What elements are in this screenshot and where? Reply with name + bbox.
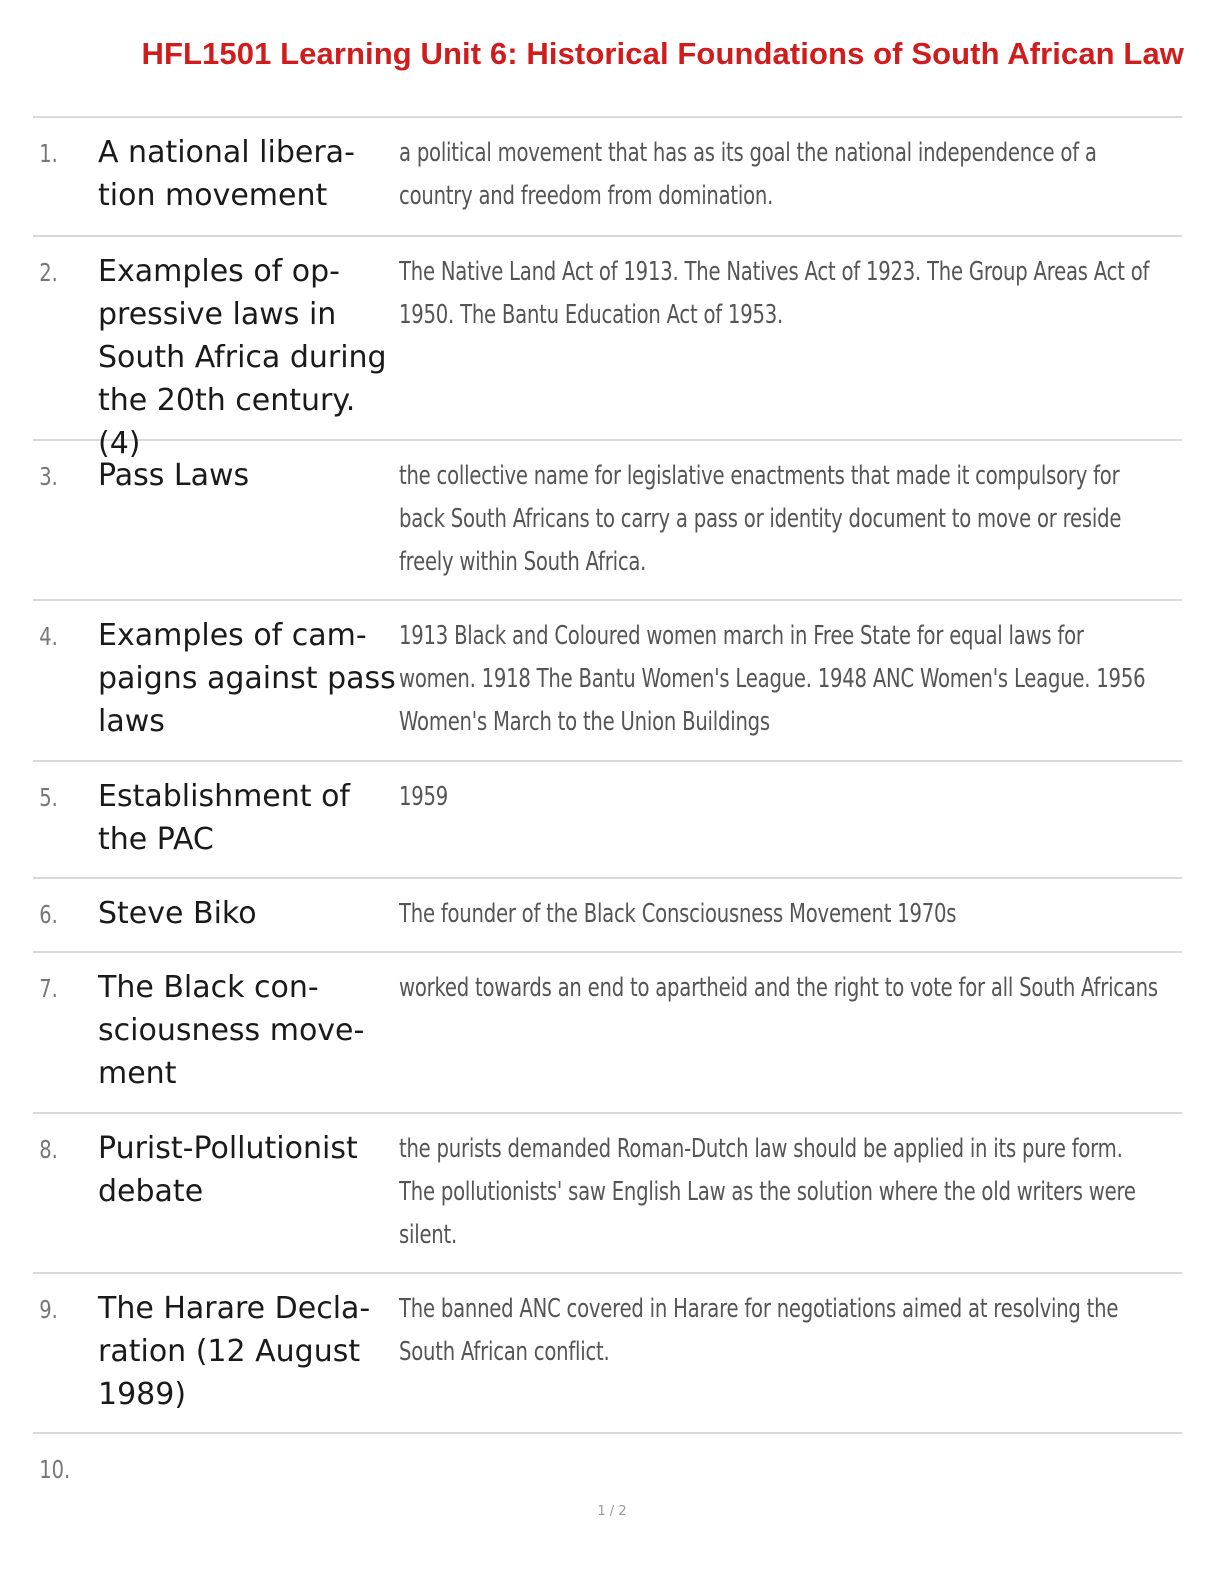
flashcard-table	[33, 116, 1182, 1504]
row-term: Examples of cam- paigns against pass laws	[98, 618, 396, 739]
row-definition: The banned ANC covered in Harare for negotiations aimed at resolving the South African conflict.	[399, 1294, 1119, 1367]
page-indicator: 1 / 2	[597, 1504, 627, 1519]
row-definition: worked towards an end to apartheid and the right to vote for all South Africans	[399, 973, 1158, 1003]
table-row	[33, 762, 1182, 879]
row-term: Pass Laws	[98, 458, 250, 493]
row-term: Purist-Pollutionist debate	[98, 1131, 358, 1209]
row-term: The Black con- sciousness move- ment	[98, 970, 365, 1091]
row-term: Establishment of the PAC	[98, 779, 350, 857]
document-title: HFL1501 Learning Unit 6: Historical Foundations of South African Law	[141, 36, 1184, 71]
table-row	[33, 1274, 1182, 1434]
row-term: The Harare Decla- ration (12 August 1989)	[98, 1291, 371, 1412]
table-row	[33, 237, 1182, 461]
row-definition: the collective name for legislative enactments that made it compulsory for back South Africans to carry a pass or identity document to move or reside freely within South Africa.	[399, 461, 1122, 577]
row-term: Examples of op- pressive laws in South Africa during the 20th century. (4)	[98, 254, 387, 461]
row-definition: 1959	[399, 782, 449, 812]
row-definition: The Native Land Act of 1913. The Natives Act of 1923. The Group Areas Act of 1950. The Bantu Education Act of 1953.	[399, 257, 1150, 330]
row-term: A national libera- tion movement	[98, 135, 355, 213]
table-row	[33, 1434, 1182, 1504]
table-row	[33, 601, 1182, 762]
row-definition: 1913 Black and Coloured women march in Free State for equal laws for women. 1918 The Bantu Women's League. 1948 ANC Women's League. 1956 Women's March to the Union Buildings	[399, 621, 1146, 737]
row-definition: The founder of the Black Consciousness Movement 1970s	[399, 899, 957, 929]
table-row	[33, 879, 1182, 953]
row-number: 4.	[39, 622, 58, 651]
row-number: 10.	[39, 1455, 71, 1484]
row-term: Steve Biko	[98, 896, 257, 931]
row-number: 2.	[39, 258, 58, 287]
row-number: 9.	[39, 1295, 58, 1324]
row-number: 6.	[39, 900, 58, 929]
row-term	[98, 1434, 399, 1463]
table-row	[33, 953, 1182, 1114]
row-number: 8.	[39, 1135, 58, 1164]
table-row	[33, 1114, 1182, 1274]
row-number: 3.	[39, 462, 58, 491]
table-row	[33, 118, 1182, 237]
row-number: 1.	[39, 139, 58, 168]
row-number: 5.	[39, 783, 58, 812]
row-definition: a political movement that has as its goal the national independence of a country and freedom from domination.	[399, 138, 1097, 211]
row-definition: the purists demanded Roman-Dutch law should be applied in its pure form. The pollutionists' saw English Law as the solution where the old writers were silent.	[399, 1134, 1136, 1250]
row-number: 7.	[39, 974, 58, 1003]
table-row	[33, 441, 1182, 601]
